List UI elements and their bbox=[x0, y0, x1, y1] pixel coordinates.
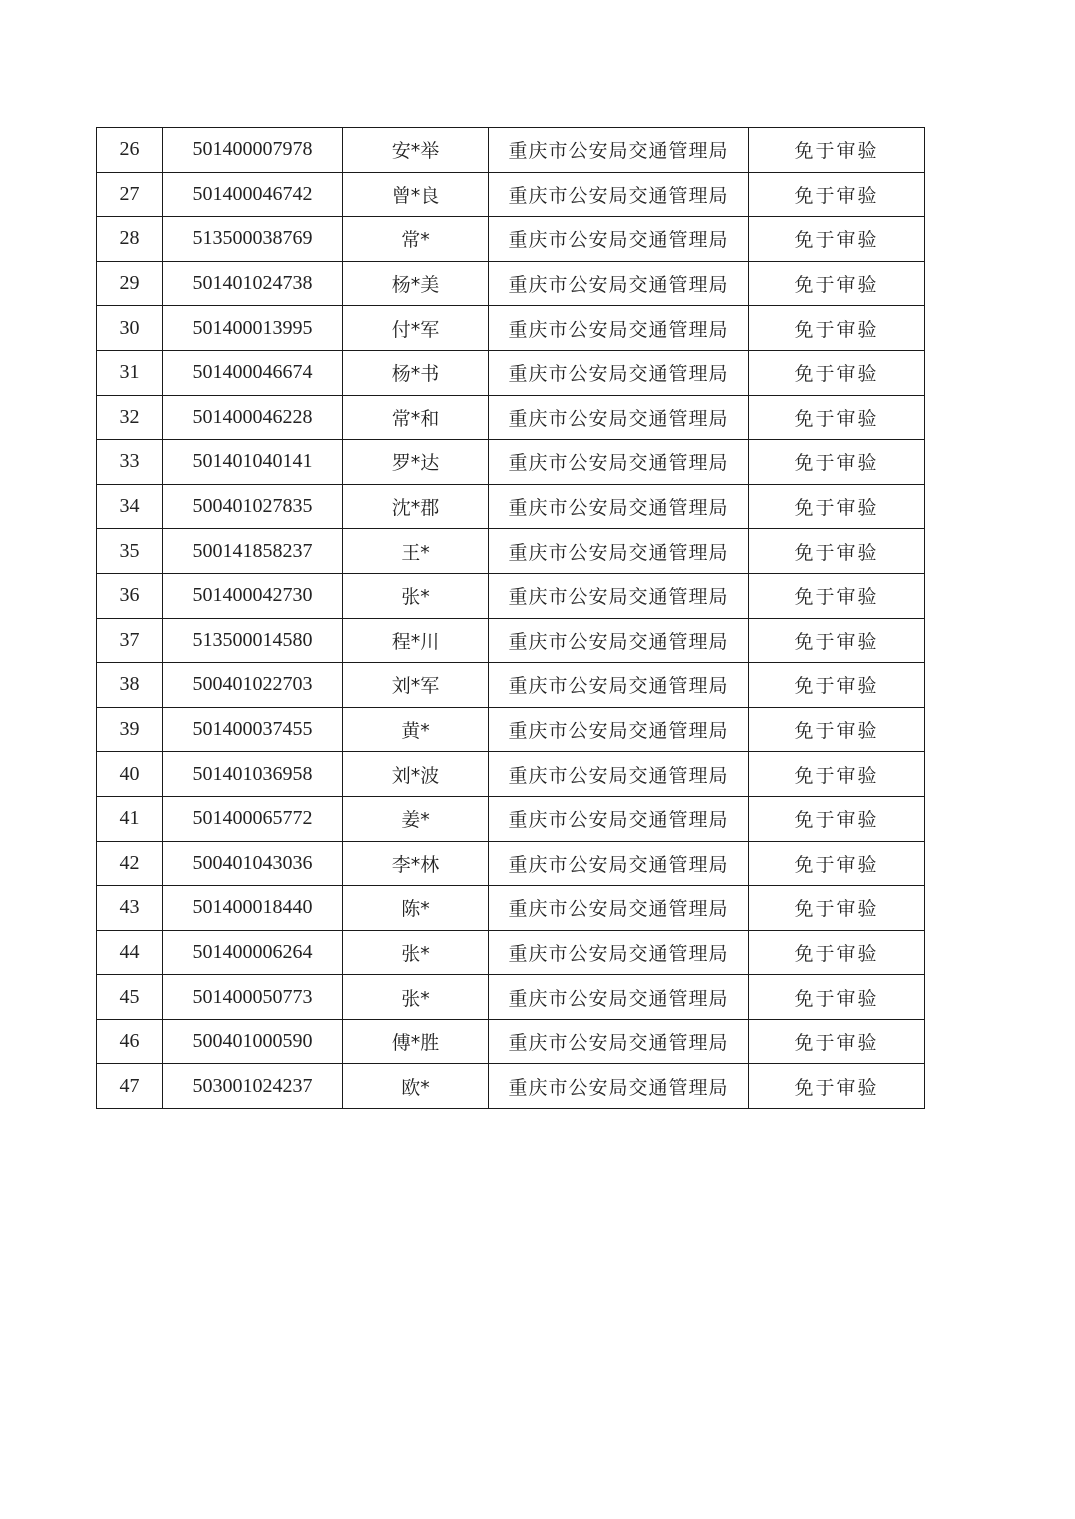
table-row bbox=[97, 217, 925, 262]
issuing-authority-cell: 重庆市公安局交通管理局 bbox=[489, 663, 749, 708]
review-result-cell: 免于审验 bbox=[749, 261, 925, 306]
driver-name-cell: 常* bbox=[343, 217, 489, 262]
driver-name-cell: 安*举 bbox=[343, 128, 489, 173]
table-row bbox=[97, 128, 925, 173]
license-number-cell: 500401027835 bbox=[163, 484, 343, 529]
table-row bbox=[97, 440, 925, 485]
table-row bbox=[97, 841, 925, 886]
table-row bbox=[97, 975, 925, 1020]
review-result-cell: 免于审验 bbox=[749, 217, 925, 262]
license-number-cell: 513500038769 bbox=[163, 217, 343, 262]
license-number-cell: 501400006264 bbox=[163, 930, 343, 975]
row-number-cell: 36 bbox=[97, 573, 163, 618]
row-number-cell: 41 bbox=[97, 796, 163, 841]
review-result-cell: 免于审验 bbox=[749, 841, 925, 886]
license-number-cell: 501400042730 bbox=[163, 573, 343, 618]
driver-name-cell: 刘*军 bbox=[343, 663, 489, 708]
row-number-cell: 38 bbox=[97, 663, 163, 708]
issuing-authority-cell: 重庆市公安局交通管理局 bbox=[489, 975, 749, 1020]
review-result-cell: 免于审验 bbox=[749, 796, 925, 841]
driver-name-cell: 张* bbox=[343, 930, 489, 975]
review-result-cell: 免于审验 bbox=[749, 306, 925, 351]
review-result-cell: 免于审验 bbox=[749, 618, 925, 663]
table-row bbox=[97, 707, 925, 752]
license-number-cell: 501401024738 bbox=[163, 261, 343, 306]
row-number-cell: 40 bbox=[97, 752, 163, 797]
driver-name-cell: 杨*书 bbox=[343, 350, 489, 395]
row-number-cell: 44 bbox=[97, 930, 163, 975]
review-result-cell: 免于审验 bbox=[749, 707, 925, 752]
issuing-authority-cell: 重庆市公安局交通管理局 bbox=[489, 529, 749, 574]
issuing-authority-cell: 重庆市公安局交通管理局 bbox=[489, 440, 749, 485]
issuing-authority-cell: 重庆市公安局交通管理局 bbox=[489, 752, 749, 797]
license-number-cell: 501401040141 bbox=[163, 440, 343, 485]
driver-name-cell: 沈*郡 bbox=[343, 484, 489, 529]
table-row bbox=[97, 529, 925, 574]
row-number-cell: 37 bbox=[97, 618, 163, 663]
review-result-cell: 免于审验 bbox=[749, 663, 925, 708]
table-row bbox=[97, 663, 925, 708]
issuing-authority-cell: 重庆市公安局交通管理局 bbox=[489, 484, 749, 529]
issuing-authority-cell: 重庆市公安局交通管理局 bbox=[489, 930, 749, 975]
driver-name-cell: 李*林 bbox=[343, 841, 489, 886]
table-row bbox=[97, 1064, 925, 1109]
license-number-cell: 513500014580 bbox=[163, 618, 343, 663]
review-result-cell: 免于审验 bbox=[749, 975, 925, 1020]
row-number-cell: 35 bbox=[97, 529, 163, 574]
review-result-cell: 免于审验 bbox=[749, 395, 925, 440]
row-number-cell: 42 bbox=[97, 841, 163, 886]
license-number-cell: 500141858237 bbox=[163, 529, 343, 574]
row-number-cell: 31 bbox=[97, 350, 163, 395]
table-row bbox=[97, 484, 925, 529]
license-number-cell: 501400046674 bbox=[163, 350, 343, 395]
table-row bbox=[97, 306, 925, 351]
license-number-cell: 500401000590 bbox=[163, 1019, 343, 1064]
records-table bbox=[96, 127, 925, 1109]
table-row bbox=[97, 886, 925, 931]
issuing-authority-cell: 重庆市公安局交通管理局 bbox=[489, 306, 749, 351]
driver-name-cell: 欧* bbox=[343, 1064, 489, 1109]
row-number-cell: 26 bbox=[97, 128, 163, 173]
table-row bbox=[97, 395, 925, 440]
license-number-cell: 501400037455 bbox=[163, 707, 343, 752]
row-number-cell: 30 bbox=[97, 306, 163, 351]
issuing-authority-cell: 重庆市公安局交通管理局 bbox=[489, 707, 749, 752]
license-number-cell: 501400065772 bbox=[163, 796, 343, 841]
issuing-authority-cell: 重庆市公安局交通管理局 bbox=[489, 1064, 749, 1109]
driver-name-cell: 张* bbox=[343, 975, 489, 1020]
row-number-cell: 33 bbox=[97, 440, 163, 485]
driver-name-cell: 曾*良 bbox=[343, 172, 489, 217]
table-row bbox=[97, 618, 925, 663]
table-row bbox=[97, 350, 925, 395]
issuing-authority-cell: 重庆市公安局交通管理局 bbox=[489, 573, 749, 618]
table-row bbox=[97, 573, 925, 618]
license-number-cell: 503001024237 bbox=[163, 1064, 343, 1109]
driver-name-cell: 刘*波 bbox=[343, 752, 489, 797]
license-number-cell: 500401022703 bbox=[163, 663, 343, 708]
table-row bbox=[97, 261, 925, 306]
driver-name-cell: 陈* bbox=[343, 886, 489, 931]
row-number-cell: 47 bbox=[97, 1064, 163, 1109]
license-number-cell: 501400013995 bbox=[163, 306, 343, 351]
table-row bbox=[97, 796, 925, 841]
issuing-authority-cell: 重庆市公安局交通管理局 bbox=[489, 886, 749, 931]
table-row bbox=[97, 1019, 925, 1064]
row-number-cell: 46 bbox=[97, 1019, 163, 1064]
license-number-cell: 500401043036 bbox=[163, 841, 343, 886]
review-result-cell: 免于审验 bbox=[749, 484, 925, 529]
review-result-cell: 免于审验 bbox=[749, 529, 925, 574]
records-table-body bbox=[97, 128, 925, 1109]
review-result-cell: 免于审验 bbox=[749, 440, 925, 485]
license-number-cell: 501401036958 bbox=[163, 752, 343, 797]
license-number-cell: 501400046228 bbox=[163, 395, 343, 440]
driver-name-cell: 程*川 bbox=[343, 618, 489, 663]
issuing-authority-cell: 重庆市公安局交通管理局 bbox=[489, 261, 749, 306]
row-number-cell: 28 bbox=[97, 217, 163, 262]
issuing-authority-cell: 重庆市公安局交通管理局 bbox=[489, 172, 749, 217]
review-result-cell: 免于审验 bbox=[749, 930, 925, 975]
review-result-cell: 免于审验 bbox=[749, 886, 925, 931]
driver-name-cell: 张* bbox=[343, 573, 489, 618]
driver-name-cell: 罗*达 bbox=[343, 440, 489, 485]
review-result-cell: 免于审验 bbox=[749, 1064, 925, 1109]
driver-name-cell: 王* bbox=[343, 529, 489, 574]
issuing-authority-cell: 重庆市公安局交通管理局 bbox=[489, 217, 749, 262]
review-result-cell: 免于审验 bbox=[749, 172, 925, 217]
table-row bbox=[97, 172, 925, 217]
row-number-cell: 27 bbox=[97, 172, 163, 217]
row-number-cell: 34 bbox=[97, 484, 163, 529]
license-number-cell: 501400046742 bbox=[163, 172, 343, 217]
row-number-cell: 32 bbox=[97, 395, 163, 440]
driver-name-cell: 傅*胜 bbox=[343, 1019, 489, 1064]
review-result-cell: 免于审验 bbox=[749, 128, 925, 173]
issuing-authority-cell: 重庆市公安局交通管理局 bbox=[489, 1019, 749, 1064]
driver-name-cell: 常*和 bbox=[343, 395, 489, 440]
driver-name-cell: 杨*美 bbox=[343, 261, 489, 306]
issuing-authority-cell: 重庆市公安局交通管理局 bbox=[489, 395, 749, 440]
row-number-cell: 29 bbox=[97, 261, 163, 306]
review-result-cell: 免于审验 bbox=[749, 350, 925, 395]
issuing-authority-cell: 重庆市公安局交通管理局 bbox=[489, 618, 749, 663]
row-number-cell: 45 bbox=[97, 975, 163, 1020]
table-row bbox=[97, 930, 925, 975]
table-row bbox=[97, 752, 925, 797]
driver-name-cell: 付*军 bbox=[343, 306, 489, 351]
row-number-cell: 43 bbox=[97, 886, 163, 931]
driver-name-cell: 黄* bbox=[343, 707, 489, 752]
review-result-cell: 免于审验 bbox=[749, 752, 925, 797]
license-number-cell: 501400007978 bbox=[163, 128, 343, 173]
row-number-cell: 39 bbox=[97, 707, 163, 752]
review-result-cell: 免于审验 bbox=[749, 573, 925, 618]
driver-name-cell: 姜* bbox=[343, 796, 489, 841]
license-number-cell: 501400050773 bbox=[163, 975, 343, 1020]
issuing-authority-cell: 重庆市公安局交通管理局 bbox=[489, 796, 749, 841]
review-result-cell: 免于审验 bbox=[749, 1019, 925, 1064]
issuing-authority-cell: 重庆市公安局交通管理局 bbox=[489, 128, 749, 173]
license-number-cell: 501400018440 bbox=[163, 886, 343, 931]
issuing-authority-cell: 重庆市公安局交通管理局 bbox=[489, 350, 749, 395]
issuing-authority-cell: 重庆市公安局交通管理局 bbox=[489, 841, 749, 886]
